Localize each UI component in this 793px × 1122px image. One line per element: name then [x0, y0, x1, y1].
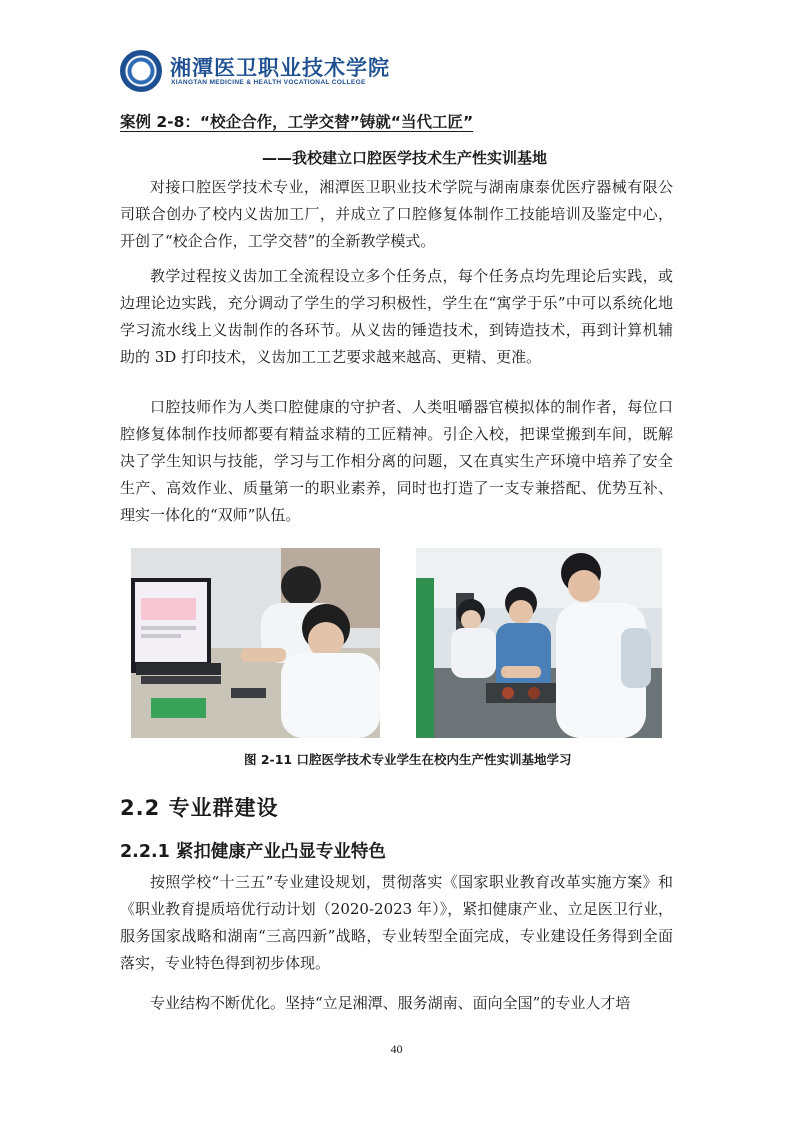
photo-dental-workshop	[416, 548, 662, 738]
school-name-cn: 湘潭医卫职业技术学院	[170, 56, 390, 80]
photo-students-computer	[131, 548, 380, 738]
section-paragraph-1: 按照学校“十三五”专业建设规划，贯彻落实《国家职业教育改革实施方案》和《职业教育提质培优行动计划（2020-2023 年）》，紧扣健康产业、立足医卫行业，服务国家战略和湖南“三高四新”战略，专业转型全面完成，专业建设任务得到全面落实，专业特色得到初步体现。	[120, 873, 673, 972]
case-paragraph-3: 口腔技师作为人类口腔健康的守护者、人类咀嚼器官模拟体的制作者，每位口腔修复体制作技师都要有精益求精的工匠精神。引企入校，把课堂搬到车间，既解决了学生知识与技能，学习与工作相分离的问题，又在真实生产环境中培养了安全生产、高效作业、质量第一的职业素养，同时也打造了一支专兼搭配、优势互补、理实一体化的“双师”队伍。	[120, 398, 673, 524]
case-paragraph-2: 教学过程按义齿加工全流程设立多个任务点，每个任务点均先理论后实践，或边理论边实践，充分调动了学生的学习积极性，学生在“寓学于乐”中可以系统化地学习流水线上义齿制作的各环节。从义齿的锤造技术，到铸造技术，再到计算机辅助的 3D 打印技术，义齿加工工艺要求越来越高、更精、更准。	[120, 267, 673, 366]
case-paragraph-1: 对接口腔医学技术专业，湘潭医卫职业技术学院与湖南康泰优医疗器械有限公司联合创办了校内义齿加工厂，并成立了口腔修复体制作工技能培训及鉴定中心，开创了“校企合作，工学交替”的全新教学模式。	[120, 178, 673, 250]
photo-dental-workshop-illustration	[416, 548, 662, 738]
page-number: 40	[390, 1042, 403, 1056]
school-logo-icon	[120, 50, 162, 92]
figure-caption: 图 2-11 口腔医学技术专业学生在校内生产性实训基地学习	[244, 752, 572, 767]
photo-students-computer-illustration	[131, 548, 380, 738]
section-subheading: 2.2.1 紧扣健康产业凸显专业特色	[120, 842, 386, 862]
school-header	[120, 48, 390, 96]
section-paragraph-2: 专业结构不断优化。坚持“立足湘潭、服务湖南、面向全国”的专业人才培	[150, 994, 631, 1012]
case-title: 案例 2-8：“校企合作，工学交替”铸就“当代工匠”	[120, 113, 474, 131]
section-heading: 2.2 专业群建设	[120, 796, 279, 820]
school-name-en: XIANGTAN MEDICINE & HEALTH VOCATIONAL COLLEGE	[171, 79, 366, 86]
case-subtitle: ——我校建立口腔医学技术生产性实训基地	[262, 149, 548, 167]
